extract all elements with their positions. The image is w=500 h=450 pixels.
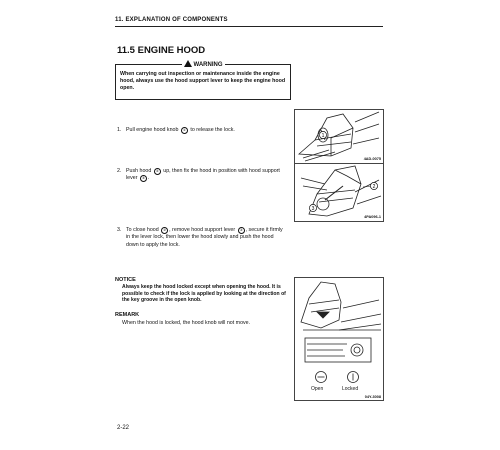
figure-code: 4AD-0075	[363, 157, 381, 161]
figure-callout-3: 3	[311, 205, 315, 212]
callout-marker: ③	[141, 176, 145, 181]
warning-triangle-icon	[184, 60, 192, 67]
callout-marker: ①	[182, 128, 186, 132]
step-1	[117, 127, 282, 137]
remark-text: When the hood is locked, the hood knob will not move.	[122, 320, 251, 326]
callout-marker: ②	[163, 228, 167, 232]
figure-hood-knob	[294, 109, 384, 164]
header-rule	[115, 26, 383, 27]
figure-code: 4PA096-1	[364, 215, 381, 219]
step-number: 3.	[117, 227, 122, 233]
figure-callout-2: 2	[372, 183, 376, 190]
figure-code: 04Y-3008	[364, 395, 381, 399]
hood-lock-illustration	[295, 278, 383, 400]
remark-title: REMARK	[115, 312, 140, 318]
page-number: 2-22	[117, 425, 130, 431]
figure-callout-1: 1	[321, 132, 325, 139]
step-text: Push hood ② up, then fix the hood in position with hood support lever ③ .	[126, 168, 280, 182]
step-number: 2.	[117, 168, 122, 174]
callout-marker: ②	[155, 169, 159, 173]
callout-marker: ③	[239, 228, 243, 232]
warning-text: When carrying out inspection or maintenance inside the engine hood, always use the hood support lever to keep the engine hood open.	[120, 71, 286, 91]
step-2	[117, 168, 290, 184]
step-text: Pull engine hood knob ① to release the lock.	[126, 127, 235, 133]
notice-title: NOTICE	[115, 277, 136, 283]
step-text: To close hood ② , remove hood support lever ③ , secure it firmly in the lever lock, then lower the hood slowly and push the hood down to apply the lock.	[126, 227, 283, 248]
warning-box	[115, 64, 291, 100]
step-number: 1.	[117, 127, 122, 133]
lock-state-locked: Locked	[342, 386, 359, 392]
excavator-hood-open-illustration	[295, 164, 383, 221]
notice-text: Always keep the hood locked except when opening the hood. It is possible to check if the lock is applied by looking at the direction of the key groove in the open knob.	[122, 284, 286, 303]
warning-label-text: WARNING	[193, 62, 223, 68]
figure-hood-lock	[294, 277, 384, 401]
step-3	[117, 227, 287, 251]
lock-state-open: Open	[311, 386, 324, 392]
warning-label	[116, 60, 290, 68]
excavator-hood-illustration	[295, 110, 383, 163]
section-title: 11.5 ENGINE HOOD	[117, 45, 206, 56]
figure-hood-open	[294, 163, 384, 222]
running-header: 11. EXPLANATION OF COMPONENTS	[115, 17, 228, 23]
